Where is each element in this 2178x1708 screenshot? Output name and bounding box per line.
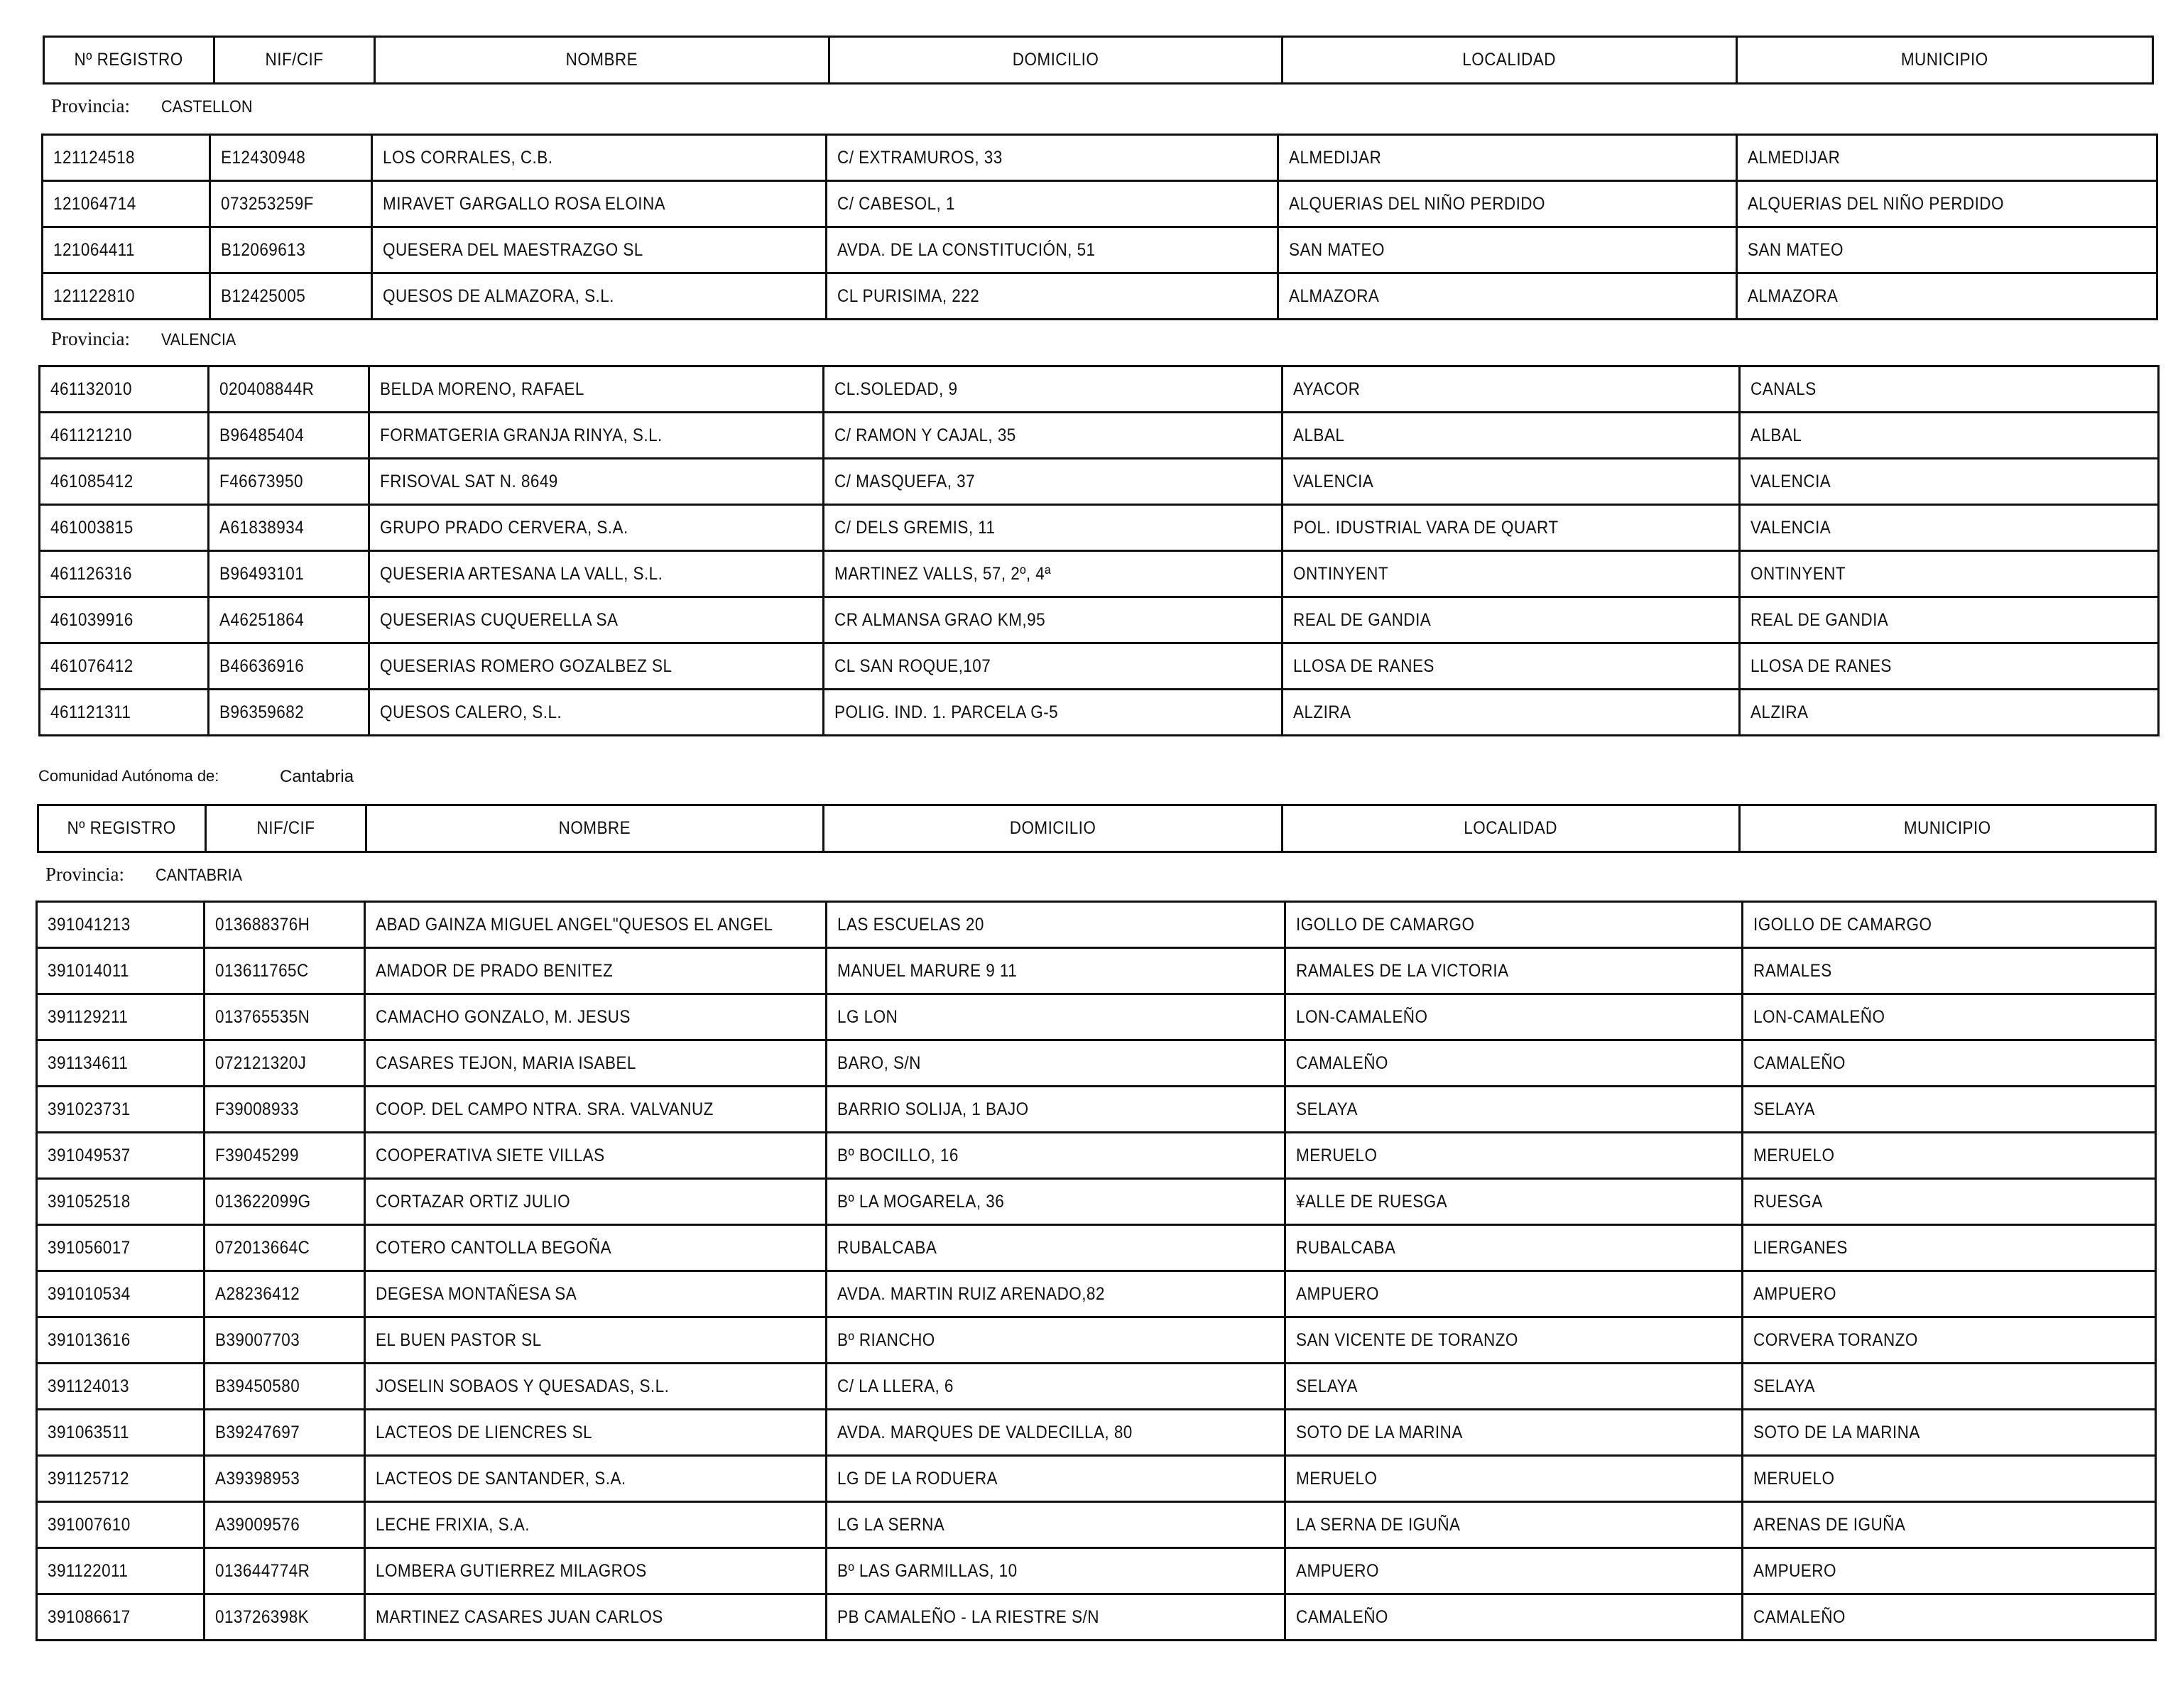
nif-cell: B12425005 [210,273,372,320]
localidad-cell: MERUELO [1285,1456,1743,1502]
header-nif: NIF/CIF [206,805,366,852]
municipio-cell: RUESGA [1743,1179,2156,1225]
header-registro: Nº REGISTRO [38,805,206,852]
nombre-cell: AMADOR DE PRADO BENITEZ [365,948,827,994]
domicilio-cell: MARTINEZ VALLS, 57, 2º, 4ª [824,551,1283,597]
municipio-cell: AMPUERO [1743,1271,2156,1317]
municipio-cell: ALQUERIAS DEL NIÑO PERDIDO [1737,181,2157,227]
table-row [37,1133,2156,1179]
registro-cell: 391010534 [37,1271,205,1317]
municipio-cell: ALMAZORA [1737,273,2157,320]
domicilio-cell: C/ EXTRAMUROS, 33 [827,135,1278,181]
province-name: CANTABRIA [155,866,243,885]
registro-cell: 121124518 [43,135,210,181]
table-row [43,181,2157,227]
domicilio-cell: LG DE LA RODUERA [827,1456,1285,1502]
header-table-1 [43,36,2154,85]
nif-cell: A39398953 [205,1456,365,1502]
table-row [37,1225,2156,1271]
nif-cell: F39008933 [205,1087,365,1133]
registro-cell: 391023731 [37,1087,205,1133]
municipio-cell: CAMALEÑO [1743,1040,2156,1087]
localidad-cell: SAN MATEO [1278,227,1737,273]
table-row [40,505,2159,551]
table-row [40,366,2159,413]
municipio-cell: LIERGANES [1743,1225,2156,1271]
municipio-cell: ARENAS DE IGUÑA [1743,1502,2156,1548]
registro-cell: 461121311 [40,690,209,736]
castellon-body [43,135,2157,320]
localidad-cell: SELAYA [1285,1087,1743,1133]
localidad-cell: VALENCIA [1283,459,1740,505]
nombre-cell: QUESERIA ARTESANA LA VALL, S.L. [369,551,824,597]
localidad-cell: ALBAL [1283,413,1740,459]
header-municipio: MUNICIPIO [1737,37,2153,84]
localidad-cell: SELAYA [1285,1364,1743,1410]
municipio-cell: CANALS [1740,366,2159,413]
province-name: CASTELLON [160,97,253,116]
nombre-cell: FRISOVAL SAT N. 8649 [369,459,824,505]
nombre-cell: CAMACHO GONZALO, M. JESUS [365,994,827,1040]
table-castellon [41,134,2158,320]
registro-cell: 121064411 [43,227,210,273]
table-row [37,994,2156,1040]
nif-cell: 013688376H [205,902,365,948]
cantabria-body [37,902,2156,1641]
nombre-cell: QUESOS CALERO, S.L. [369,690,824,736]
localidad-cell: RAMALES DE LA VICTORIA [1285,948,1743,994]
registro-cell: 461126316 [40,551,209,597]
nombre-cell: QUESOS DE ALMAZORA, S.L. [372,273,827,320]
nombre-cell: LECHE FRIXIA, S.A. [365,1502,827,1548]
localidad-cell: LA SERNA DE IGUÑA [1285,1502,1743,1548]
province-label: Provincia: [51,95,130,116]
nif-cell: B96359682 [209,690,369,736]
registro-cell: 391052518 [37,1179,205,1225]
registro-cell: 391134611 [37,1040,205,1087]
nif-cell: 072013664C [205,1225,365,1271]
header-table-2 [37,804,2157,853]
nif-cell: 013622099G [205,1179,365,1225]
municipio-cell: ALMEDIJAR [1737,135,2157,181]
domicilio-cell: LG LA SERNA [827,1502,1285,1548]
table-row [37,1179,2156,1225]
registro-cell: 461121210 [40,413,209,459]
table-row [40,643,2159,690]
localidad-cell: LLOSA DE RANES [1283,643,1740,690]
registro-cell: 391041213 [37,902,205,948]
localidad-cell: MERUELO [1285,1133,1743,1179]
nombre-cell: MARTINEZ CASARES JUAN CARLOS [365,1594,827,1641]
nombre-cell: COOP. DEL CAMPO NTRA. SRA. VALVANUZ [365,1087,827,1133]
localidad-cell: REAL DE GANDIA [1283,597,1740,643]
registro-cell: 121064714 [43,181,210,227]
municipio-cell: VALENCIA [1740,459,2159,505]
domicilio-cell: C/ LA LLERA, 6 [827,1364,1285,1410]
municipio-cell: CORVERA TORANZO [1743,1317,2156,1364]
table-row [37,1548,2156,1594]
nif-cell: B39007703 [205,1317,365,1364]
nif-cell: 013644774R [205,1548,365,1594]
nombre-cell: COTERO CANTOLLA BEGOÑA [365,1225,827,1271]
nif-cell: B46636916 [209,643,369,690]
localidad-cell: ALMAZORA [1278,273,1737,320]
registro-cell: 121122810 [43,273,210,320]
localidad-cell: CAMALEÑO [1285,1594,1743,1641]
localidad-cell: POL. IDUSTRIAL VARA DE QUART [1283,505,1740,551]
registro-cell: 461132010 [40,366,209,413]
nombre-cell: LOMBERA GUTIERREZ MILAGROS [365,1548,827,1594]
header-nif: NIF/CIF [214,37,375,84]
domicilio-cell: Bº BOCILLO, 16 [827,1133,1285,1179]
nombre-cell: QUESERIAS ROMERO GOZALBEZ SL [369,643,824,690]
nif-cell: 073253259F [210,181,372,227]
nif-cell: 013611765C [205,948,365,994]
domicilio-cell: LG LON [827,994,1285,1040]
domicilio-cell: Bº RIANCHO [827,1317,1285,1364]
nif-cell: B39450580 [205,1364,365,1410]
table-valencia [38,365,2160,736]
registro-cell: 461085412 [40,459,209,505]
municipio-cell: MERUELO [1743,1133,2156,1179]
header-nombre: NOMBRE [375,37,829,84]
localidad-cell: SOTO DE LA MARINA [1285,1410,1743,1456]
registro-cell: 391013616 [37,1317,205,1364]
column-header-row [44,37,2153,84]
table-row [40,690,2159,736]
table-row [40,597,2159,643]
nif-cell: B96485404 [209,413,369,459]
nif-cell: B39247697 [205,1410,365,1456]
nombre-cell: MIRAVET GARGALLO ROSA ELOINA [372,181,827,227]
municipio-cell: ALZIRA [1740,690,2159,736]
column-header-row [38,805,2156,852]
nombre-cell: LOS CORRALES, C.B. [372,135,827,181]
registro-cell: 391007610 [37,1502,205,1548]
nombre-cell: DEGESA MONTAÑESA SA [365,1271,827,1317]
nombre-cell: BELDA MORENO, RAFAEL [369,366,824,413]
domicilio-cell: C/ CABESOL, 1 [827,181,1278,227]
table-row [43,273,2157,320]
nombre-cell: GRUPO PRADO CERVERA, S.A. [369,505,824,551]
ccaa-line [38,767,354,786]
nif-cell: 020408844R [209,366,369,413]
table-row [37,1456,2156,1502]
registro-cell: 391063511 [37,1410,205,1456]
table-row [43,135,2157,181]
municipio-cell: SOTO DE LA MARINA [1743,1410,2156,1456]
localidad-cell: ALZIRA [1283,690,1740,736]
province-valencia [51,328,244,350]
registro-cell: 391049537 [37,1133,205,1179]
nif-cell: F46673950 [209,459,369,505]
nombre-cell: CORTAZAR ORTIZ JULIO [365,1179,827,1225]
localidad-cell: SAN VICENTE DE TORANZO [1285,1317,1743,1364]
registro-cell: 391129211 [37,994,205,1040]
registro-cell: 391125712 [37,1456,205,1502]
municipio-cell: IGOLLO DE CAMARGO [1743,902,2156,948]
domicilio-cell: C/ MASQUEFA, 37 [824,459,1283,505]
table-row [37,1040,2156,1087]
header-localidad: LOCALIDAD [1283,37,1737,84]
province-castellon [51,95,263,117]
localidad-cell: ALQUERIAS DEL NIÑO PERDIDO [1278,181,1737,227]
table-row [37,1271,2156,1317]
domicilio-cell: AVDA. MARTIN RUIZ ARENADO,82 [827,1271,1285,1317]
header-localidad: LOCALIDAD [1283,805,1740,852]
registro-cell: 391122011 [37,1548,205,1594]
domicilio-cell: AVDA. DE LA CONSTITUCIÓN, 51 [827,227,1278,273]
nombre-cell: ABAD GAINZA MIGUEL ANGEL"QUESOS EL ANGEL [365,902,827,948]
domicilio-cell: CR ALMANSA GRAO KM,95 [824,597,1283,643]
registro-cell: 461003815 [40,505,209,551]
municipio-cell: VALENCIA [1740,505,2159,551]
nombre-cell: CASARES TEJON, MARIA ISABEL [365,1040,827,1087]
nif-cell: 072121320J [205,1040,365,1087]
domicilio-cell: BARRIO SOLIJA, 1 BAJO [827,1087,1285,1133]
domicilio-cell: CL PURISIMA, 222 [827,273,1278,320]
domicilio-cell: C/ DELS GREMIS, 11 [824,505,1283,551]
nif-cell: A46251864 [209,597,369,643]
nombre-cell: COOPERATIVA SIETE VILLAS [365,1133,827,1179]
domicilio-cell: MANUEL MARURE 9 11 [827,948,1285,994]
nif-cell: A61838934 [209,505,369,551]
nombre-cell: FORMATGERIA GRANJA RINYA, S.L. [369,413,824,459]
municipio-cell: ALBAL [1740,413,2159,459]
table-row [37,1594,2156,1641]
header-domicilio: DOMICILIO [829,37,1283,84]
province-name: VALENCIA [160,330,236,349]
nombre-cell: LACTEOS DE LIENCRES SL [365,1410,827,1456]
domicilio-cell: Bº LA MOGARELA, 36 [827,1179,1285,1225]
localidad-cell: IGOLLO DE CAMARGO [1285,902,1743,948]
domicilio-cell: BARO, S/N [827,1040,1285,1087]
table-row [37,1410,2156,1456]
table-row [40,551,2159,597]
localidad-cell: ALMEDIJAR [1278,135,1737,181]
nif-cell: F39045299 [205,1133,365,1179]
registro-cell: 461076412 [40,643,209,690]
localidad-cell: LON-CAMALEÑO [1285,994,1743,1040]
localidad-cell: AMPUERO [1285,1271,1743,1317]
localidad-cell: RUBALCABA [1285,1225,1743,1271]
localidad-cell: CAMALEÑO [1285,1040,1743,1087]
municipio-cell: LON-CAMALEÑO [1743,994,2156,1040]
registro-cell: 461039916 [40,597,209,643]
domicilio-cell: C/ RAMON Y CAJAL, 35 [824,413,1283,459]
localidad-cell: ¥ALLE DE RUESGA [1285,1179,1743,1225]
domicilio-cell: CL SAN ROQUE,107 [824,643,1283,690]
municipio-cell: SAN MATEO [1737,227,2157,273]
table-row [37,1087,2156,1133]
table-row [37,1364,2156,1410]
header-nombre: NOMBRE [366,805,824,852]
header-municipio: MUNICIPIO [1740,805,2156,852]
table-row [37,1502,2156,1548]
nif-cell: 013726398K [205,1594,365,1641]
ccaa-name: Cantabria [280,767,354,786]
localidad-cell: ONTINYENT [1283,551,1740,597]
nif-cell: 013765535N [205,994,365,1040]
nif-cell: A39009576 [205,1502,365,1548]
table-row [37,948,2156,994]
nombre-cell: LACTEOS DE SANTANDER, S.A. [365,1456,827,1502]
domicilio-cell: POLIG. IND. 1. PARCELA G-5 [824,690,1283,736]
municipio-cell: MERUELO [1743,1456,2156,1502]
table-cantabria [36,901,2157,1641]
table-row [43,227,2157,273]
domicilio-cell: Bº LAS GARMILLAS, 10 [827,1548,1285,1594]
nombre-cell: QUESERIAS CUQUERELLA SA [369,597,824,643]
header-domicilio: DOMICILIO [824,805,1283,852]
registro-cell: 391124013 [37,1364,205,1410]
valencia-body [40,366,2159,736]
municipio-cell: SELAYA [1743,1364,2156,1410]
registro-cell: 391056017 [37,1225,205,1271]
table-row [37,902,2156,948]
localidad-cell: AYACOR [1283,366,1740,413]
domicilio-cell: AVDA. MARQUES DE VALDECILLA, 80 [827,1410,1285,1456]
municipio-cell: SELAYA [1743,1087,2156,1133]
registro-cell: 391014011 [37,948,205,994]
nif-cell: E12430948 [210,135,372,181]
municipio-cell: RAMALES [1743,948,2156,994]
province-label: Provincia: [51,328,130,349]
nif-cell: B12069613 [210,227,372,273]
nif-cell: A28236412 [205,1271,365,1317]
registro-cell: 391086617 [37,1594,205,1641]
header-registro: Nº REGISTRO [44,37,214,84]
table-row [37,1317,2156,1364]
nombre-cell: QUESERA DEL MAESTRAZGO SL [372,227,827,273]
municipio-cell: REAL DE GANDIA [1740,597,2159,643]
domicilio-cell: LAS ESCUELAS 20 [827,902,1285,948]
domicilio-cell: RUBALCABA [827,1225,1285,1271]
nombre-cell: EL BUEN PASTOR SL [365,1317,827,1364]
table-row [40,413,2159,459]
province-cantabria [45,864,252,886]
province-label: Provincia: [45,864,124,885]
domicilio-cell: PB CAMALEÑO - LA RIESTRE S/N [827,1594,1285,1641]
localidad-cell: AMPUERO [1285,1548,1743,1594]
municipio-cell: LLOSA DE RANES [1740,643,2159,690]
nif-cell: B96493101 [209,551,369,597]
municipio-cell: AMPUERO [1743,1548,2156,1594]
municipio-cell: CAMALEÑO [1743,1594,2156,1641]
table-row [40,459,2159,505]
ccaa-label: Comunidad Autónoma de: [38,767,219,785]
municipio-cell: ONTINYENT [1740,551,2159,597]
nombre-cell: JOSELIN SOBAOS Y QUESADAS, S.L. [365,1364,827,1410]
domicilio-cell: CL.SOLEDAD, 9 [824,366,1283,413]
